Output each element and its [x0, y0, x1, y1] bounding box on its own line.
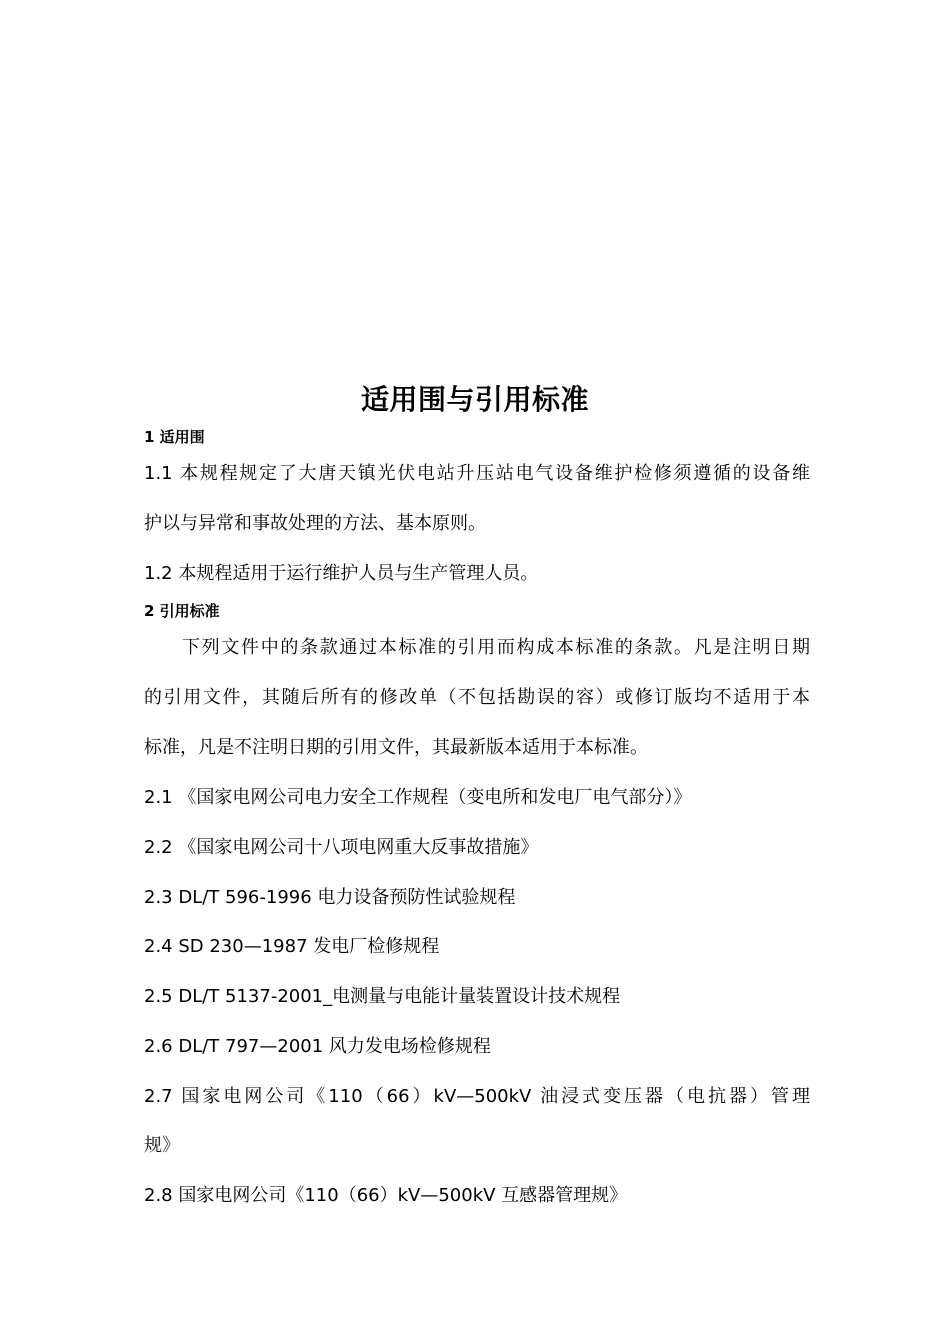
reference-item: 2.5 DL/T 5137-2001_电测量与电能计量装置设计技术规程	[144, 986, 621, 1007]
reference-item: 2.1 《国家电网公司电力安全工作规程（变电所和发电厂电气部分）》	[144, 787, 692, 808]
references-intro-line-2: 的引用文件，其随后所有的修改单（不包括勘误的容）或修订版均不适用于本	[144, 687, 810, 708]
paragraph-1-1-line-2: 护以与异常和事故处理的方法、基本原则。	[144, 513, 486, 534]
reference-item: 2.4 SD 230—1987 发电厂检修规程	[144, 936, 440, 957]
document-title: 适用围与引用标准	[360, 383, 589, 416]
reference-item-continuation: 规》	[144, 1135, 180, 1156]
references-intro-line-1: 下列文件中的条款通过本标准的引用而构成本标准的条款。凡是注明日期	[182, 637, 810, 658]
section-heading-references: 2 引用标准	[144, 602, 220, 620]
reference-item: 2.2 《国家电网公司十八项电网重大反事故措施》	[144, 837, 539, 858]
references-intro-line-3: 标准，凡是不注明日期的引用文件，其最新版本适用于本标准。	[144, 737, 648, 758]
reference-item: 2.3 DL/T 596-1996 电力设备预防性试验规程	[144, 887, 516, 908]
reference-item: 2.8 国家电网公司《110（66）kV—500kV 互感器管理规》	[144, 1185, 628, 1206]
reference-item: 2.7 国家电网公司《110（66）kV—500kV 油浸式变压器（电抗器）管理	[144, 1086, 810, 1107]
paragraph-1-1-line-1: 1.1 本规程规定了大唐天镇光伏电站升压站电气设备维护检修须遵循的设备维	[144, 463, 810, 484]
reference-item: 2.6 DL/T 797—2001 风力发电场检修规程	[144, 1036, 491, 1057]
section-heading-scope: 1 适用围	[144, 428, 205, 446]
paragraph-1-2: 1.2 本规程适用于运行维护人员与生产管理人员。	[144, 563, 539, 584]
